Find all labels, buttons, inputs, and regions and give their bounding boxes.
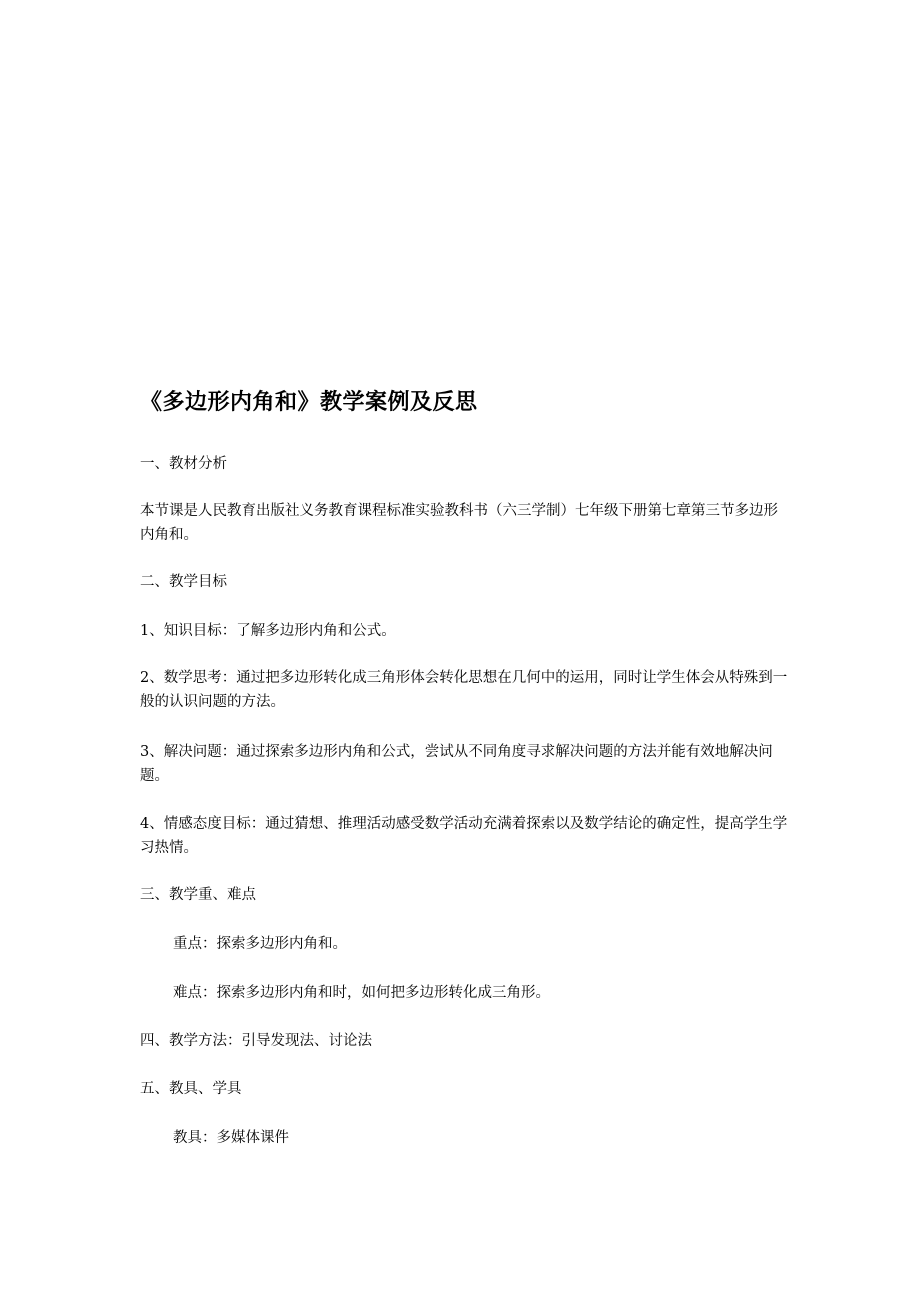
teaching-tools: 教具：多媒体课件 (173, 1130, 289, 1146)
section-3-heading: 三、教学重、难点 (140, 887, 256, 903)
key-point: 重点：探索多边形内角和。 (173, 936, 347, 952)
section-1-heading: 一、教材分析 (140, 456, 227, 472)
document-title: 《多边形内角和》教学案例及反思 (140, 390, 478, 415)
objective-knowledge: 1、知识目标：了解多边形内角和公式。 (140, 623, 396, 639)
objective-attitude: 4、情感态度目标：通过猜想、推理活动感受数学活动充满着探索以及数学结论的确定性，提高学生学习热情。 (140, 816, 788, 856)
section-4-heading: 四、教学方法：引导发现法、讨论法 (140, 1033, 372, 1049)
objective-math-thinking: 2、数学思考：通过把多边形转化成三角形体会转化思想在几何中的运用，同时让学生体会从特殊到一般的认识问题的方法。 (140, 670, 788, 710)
section-2-heading: 二、教学目标 (140, 574, 227, 590)
section-5-heading: 五、教具、学具 (140, 1081, 242, 1097)
difficult-point: 难点：探索多边形内角和时，如何把多边形转化成三角形。 (173, 985, 550, 1001)
section-1-body: 本节课是人民教育出版社义务教育课程标准实验教科书（六三学制）七年级下册第七章第三节多边形内角和。 (140, 503, 778, 543)
objective-problem-solving: 3、解决问题：通过探索多边形内角和公式，尝试从不同角度寻求解决问题的方法并能有效地解决问题。 (140, 744, 773, 784)
